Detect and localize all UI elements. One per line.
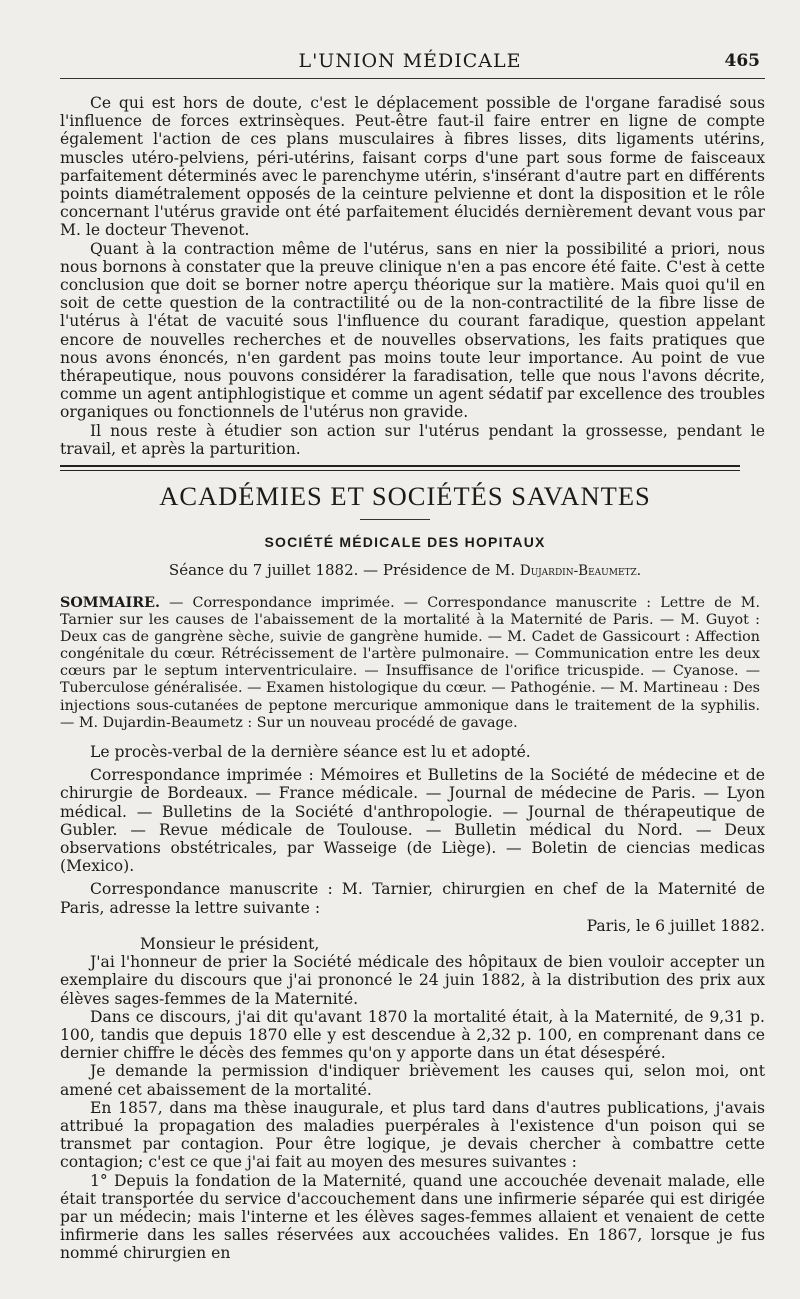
section-divider xyxy=(60,465,740,471)
session-text: Séance du 7 juillet 1882. — Présidence de M. xyxy=(168,561,516,579)
session-line xyxy=(60,561,750,579)
letter-paragraph-2: Dans ce discours, j'ai dit qu'avant 1870 la mortalité était, à la Maternité, de 9,31 p. 100, tandis que depuis 1870 elle y est descendue à 2,32 p. 100, en comprenant dans ce dernier chiffre le décès des femmes qu'on y apporte dans un état désespéré. xyxy=(60,1007,765,1063)
letter-date: Paris, le 6 juillet 1882. xyxy=(586,916,765,935)
letter-paragraph-1: J'ai l'honneur de prier la Société médicale des hôpitaux de bien vouloir accepter un exemplaire du discours que j'ai prononcé le 24 juin 1882, à la distribution des prix aux élèves sages-femmes de la Maternité. xyxy=(60,953,765,1008)
printed-correspondence: Correspondance imprimée : Mémoires et Bulletins de la Société de médecine et de chirurgie de Bordeaux. — France médicale. — Journal de médecine de Paris. — Lyon médical. — Bulletins de la Société d'anthropologie. — Journal de thérapeutique de Gubler. — Revue médicale de Toulouse. — Bulletin médical du Nord. — Deux observations obstétricales, par Wasseige (de Liège). — Boletin de ciencias medicas (Mexico). xyxy=(60,766,765,876)
letter-paragraph-4: En 1857, dans ma thèse inaugurale, et plus tard dans d'autres publications, j'avais attribué la propagation des maladies puerpérales à l'existence d'un poison qui se transmet par contagion. Pour être logique, je devais chercher à combattre cette contagion; c'est ce que j'ai fait au moyen des mesures suivantes : xyxy=(60,1098,765,1172)
summary-label: SOMMAIRE. xyxy=(60,595,160,611)
intro-text xyxy=(60,94,765,458)
summary-block xyxy=(60,595,760,732)
intro-paragraph-1: Ce qui est hors de doute, c'est le déplacement possible de l'organe faradisé sous l'influence de forces extrinsèques. Peut-être faut-il faire entrer en ligne de compte également l'action de ces plans musculaires à fibres lisses, dits ligaments utérins, muscles utéro-pelviens, péri-utérins, faisant corps d'une part sous forme de faisceaux parfaitement déterminés avec le parenchyme utérin, s'insérant d'autre part en différents points diamétralement opposés de la ceinture pelvienne et dont la disposition et le rôle concernant l'utérus gravide ont été parfaitement élucidés dernièrement devant vous par M. le docteur Thevenot. xyxy=(60,94,765,240)
letter-paragraph-5: 1° Depuis la fondation de la Maternité, quand une accouchée devenait malade, elle était transportée du service d'accouchement dans une infirmerie séparée qui est dirigée par un médecin; mais l'interne et les élèves sages-femmes allaient et venaient de cette infirmerie dans les salles réservées aux accouchées valides. En 1867, lorsque je fus nommé chirurgien en xyxy=(60,1171,765,1263)
running-header xyxy=(60,50,760,78)
intro-paragraph-3: Il nous reste à étudier son action sur l'utérus pendant la grossesse, pendant le travail, et après la parturition. xyxy=(60,421,765,458)
proceedings-text xyxy=(60,743,765,1263)
section-title: ACADÉMIES ET SOCIÉTÉS SAVANTES xyxy=(159,481,651,511)
letter-paragraph-3: Je demande la permission d'indiquer brièvement les causes qui, selon moi, ont amené cet abaissement de la mortalité. xyxy=(60,1062,765,1099)
title-rule xyxy=(360,519,430,520)
running-title: L'UNION MÉDICALE xyxy=(298,50,522,72)
header-rule xyxy=(60,78,765,79)
minutes-paragraph: Le procès-verbal de la dernière séance est lu et adopté. xyxy=(90,743,531,761)
intro-paragraph-2: Quant à la contraction même de l'utérus, sans en nier la possibilité a priori, nous nous bornons à constater que la preuve clinique n'en a pas encore été faite. C'est à cette conclusion que doit se borner notre aperçu théorique sur la matière. Mais quoi qu'il en soit de cette question de la contractilité ou de la non-contractilité de la fibre lisse de l'utérus à l'état de vacuité sous l'influence du courant faradique, question appelant encore de nouvelles recherches et de nouvelles observations, les faits pratiques que nous avons énoncés, n'en gardent pas moins toute leur importance. Au point de vue thérapeutique, nous pouvons considérer la faradisation, telle que nous l'avons décrite, comme un agent antiphlogistique et comme un agent sédatif par excellence des troubles organiques ou fonctionnels de l'utérus non gravide. xyxy=(60,239,765,422)
summary-text: — Correspondance imprimée. — Correspondance manuscrite : Lettre de M. Tarnier sur les causes de l'abaissement de la mortalité à la Maternité de Paris. — M. Guyot : Deux cas de gangrène sèche, suivie de gangrène humide. — M. Cadet de Gassicourt : Affection congénitale du cœur. Rétrécissement de l'artère pulmonaire. — Communication entre les deux cœurs par le septum interventriculaire. — Insuffisance de l'orifice tricuspide. — Cyanose. — Tuberculose généralisée. — Examen histologique du cœur. — Pathogénie. — M. Martineau : Des injections sous-cutanées de peptone mercurique ammonique dans le traitement de la syphilis. — M. Dujardin-Beaumetz : Sur un nouveau procédé de gavage. xyxy=(60,595,760,731)
letter-salutation: Monsieur le président, xyxy=(140,935,320,954)
section-subtitle: SOCIÉTÉ MÉDICALE DES HOPITAUX xyxy=(264,534,546,550)
manuscript-correspondence: Correspondance manuscrite : M. Tarnier, chirurgien en chef de la Maternité de Paris, adresse la lettre suivante : xyxy=(60,880,765,917)
president-name: Dujardin-Beaumetz. xyxy=(519,563,642,579)
page-number: 465 xyxy=(724,51,760,71)
